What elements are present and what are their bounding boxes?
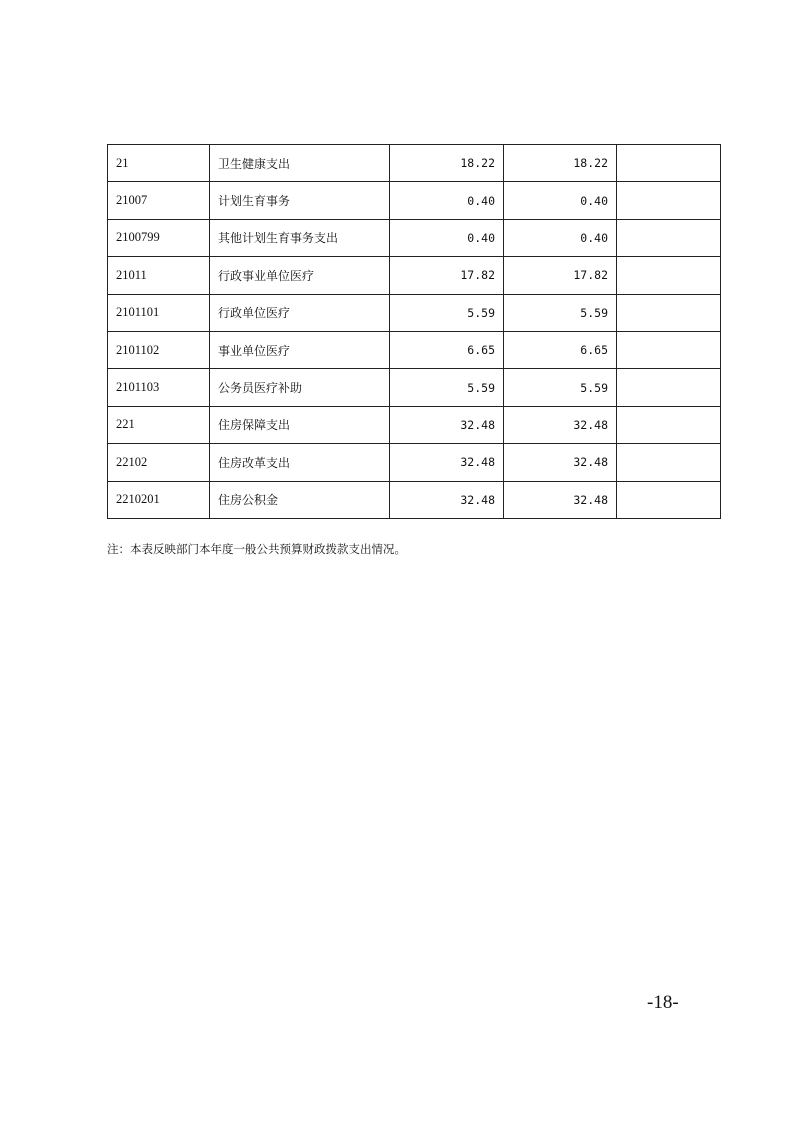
item-amount-2: 32.48 — [504, 481, 617, 518]
table-row — [108, 406, 721, 443]
item-amount-2: 6.65 — [504, 331, 617, 368]
item-code: 2100799 — [108, 219, 210, 256]
item-extra — [617, 294, 721, 331]
item-amount-2: 5.59 — [504, 369, 617, 406]
item-name: 卫生健康支出 — [210, 145, 390, 182]
item-code: 2101101 — [108, 294, 210, 331]
table-row — [108, 257, 721, 294]
item-name: 住房保障支出 — [210, 406, 390, 443]
item-extra — [617, 219, 721, 256]
item-code: 221 — [108, 406, 210, 443]
item-name: 其他计划生育事务支出 — [210, 219, 390, 256]
table-row — [108, 369, 721, 406]
page-number: -18- — [647, 992, 679, 1013]
item-name: 事业单位医疗 — [210, 331, 390, 368]
item-code: 2101103 — [108, 369, 210, 406]
table-row — [108, 294, 721, 331]
item-amount-2: 32.48 — [504, 406, 617, 443]
item-amount-1: 18.22 — [390, 145, 504, 182]
item-code: 2101102 — [108, 331, 210, 368]
item-extra — [617, 369, 721, 406]
item-code: 21 — [108, 145, 210, 182]
item-amount-2: 17.82 — [504, 257, 617, 294]
item-name: 住房公积金 — [210, 481, 390, 518]
item-amount-2: 0.40 — [504, 219, 617, 256]
item-extra — [617, 145, 721, 182]
item-name: 行政事业单位医疗 — [210, 257, 390, 294]
item-amount-1: 5.59 — [390, 369, 504, 406]
table-note: 注：本表反映部门本年度一般公共预算财政拨款支出情况。 — [107, 542, 406, 556]
item-amount-1: 32.48 — [390, 406, 504, 443]
item-amount-2: 18.22 — [504, 145, 617, 182]
item-extra — [617, 331, 721, 368]
table-row — [108, 219, 721, 256]
item-name: 行政单位医疗 — [210, 294, 390, 331]
item-name: 计划生育事务 — [210, 182, 390, 219]
item-code: 22102 — [108, 444, 210, 481]
item-extra — [617, 444, 721, 481]
table-row — [108, 145, 721, 182]
item-code: 2210201 — [108, 481, 210, 518]
budget-table — [107, 144, 721, 519]
item-amount-1: 5.59 — [390, 294, 504, 331]
item-amount-1: 17.82 — [390, 257, 504, 294]
item-code: 21011 — [108, 257, 210, 294]
table-row — [108, 182, 721, 219]
item-extra — [617, 406, 721, 443]
item-amount-1: 0.40 — [390, 219, 504, 256]
item-amount-1: 0.40 — [390, 182, 504, 219]
table-row — [108, 444, 721, 481]
item-name: 公务员医疗补助 — [210, 369, 390, 406]
item-extra — [617, 182, 721, 219]
item-code: 21007 — [108, 182, 210, 219]
item-amount-1: 32.48 — [390, 444, 504, 481]
item-extra — [617, 257, 721, 294]
item-extra — [617, 481, 721, 518]
table-row — [108, 331, 721, 368]
item-amount-1: 6.65 — [390, 331, 504, 368]
item-amount-2: 32.48 — [504, 444, 617, 481]
item-name: 住房改革支出 — [210, 444, 390, 481]
item-amount-1: 32.48 — [390, 481, 504, 518]
item-amount-2: 5.59 — [504, 294, 617, 331]
item-amount-2: 0.40 — [504, 182, 617, 219]
table-row — [108, 481, 721, 518]
